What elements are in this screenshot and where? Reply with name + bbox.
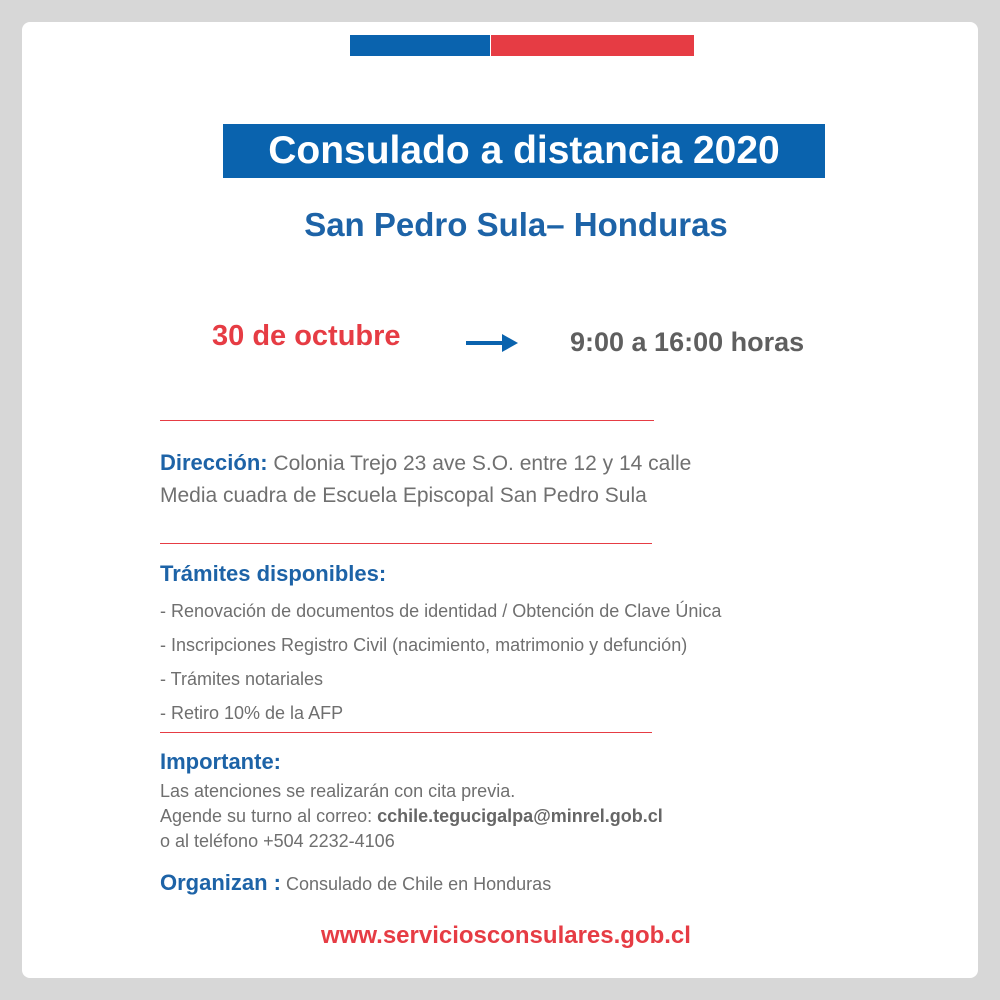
important-line-1: Las atenciones se realizarán con cita previa. <box>160 781 516 801</box>
tramites-title: Trámites disponibles: <box>160 561 387 586</box>
address-line-1: Colonia Trejo 23 ave S.O. entre 12 y 14 calle <box>267 452 692 475</box>
page-title: Consulado a distancia 2020 <box>268 129 780 172</box>
title-band <box>223 124 825 178</box>
divider <box>160 543 652 544</box>
list-item: - Renovación de documentos de identidad / Obtención de Clave Única <box>160 601 722 621</box>
flyer-card <box>22 22 978 978</box>
list-item: - Inscripciones Registro Civil (nacimiento, matrimonio y defunción) <box>160 635 688 655</box>
address-line-2: Media cuadra de Escuela Episcopal San Pedro Sula <box>160 484 647 507</box>
flag-stripe-blue <box>350 35 490 56</box>
important-title: Importante: <box>160 749 281 774</box>
important-line-2: Agende su turno al correo: <box>160 806 378 826</box>
address-label: Dirección: <box>160 450 268 475</box>
divider <box>160 732 652 733</box>
list-item: - Retiro 10% de la AFP <box>160 703 344 723</box>
tramites-list <box>160 596 721 732</box>
list-item: - Trámites notariales <box>160 669 324 689</box>
page-subtitle: San Pedro Sula– Honduras <box>304 206 728 243</box>
important-body <box>160 779 663 854</box>
website-link[interactable]: www.serviciosconsulares.gob.cl <box>321 922 691 949</box>
flag-stripe-red <box>491 35 694 56</box>
contact-email-link[interactable]: cchile.tegucigalpa@minrel.gob.cl <box>377 806 663 826</box>
organizer-line <box>160 870 551 896</box>
organizer-value: Consulado de Chile en Honduras <box>281 874 552 894</box>
divider <box>160 420 654 421</box>
event-date: 30 de octubre <box>212 320 401 352</box>
organizer-label: Organizan : <box>160 870 282 895</box>
important-phone: o al teléfono +504 2232-4106 <box>160 831 395 851</box>
event-hours: 9:00 a 16:00 horas <box>570 327 805 357</box>
address-block <box>160 447 691 512</box>
right-arrow-icon <box>466 332 518 354</box>
